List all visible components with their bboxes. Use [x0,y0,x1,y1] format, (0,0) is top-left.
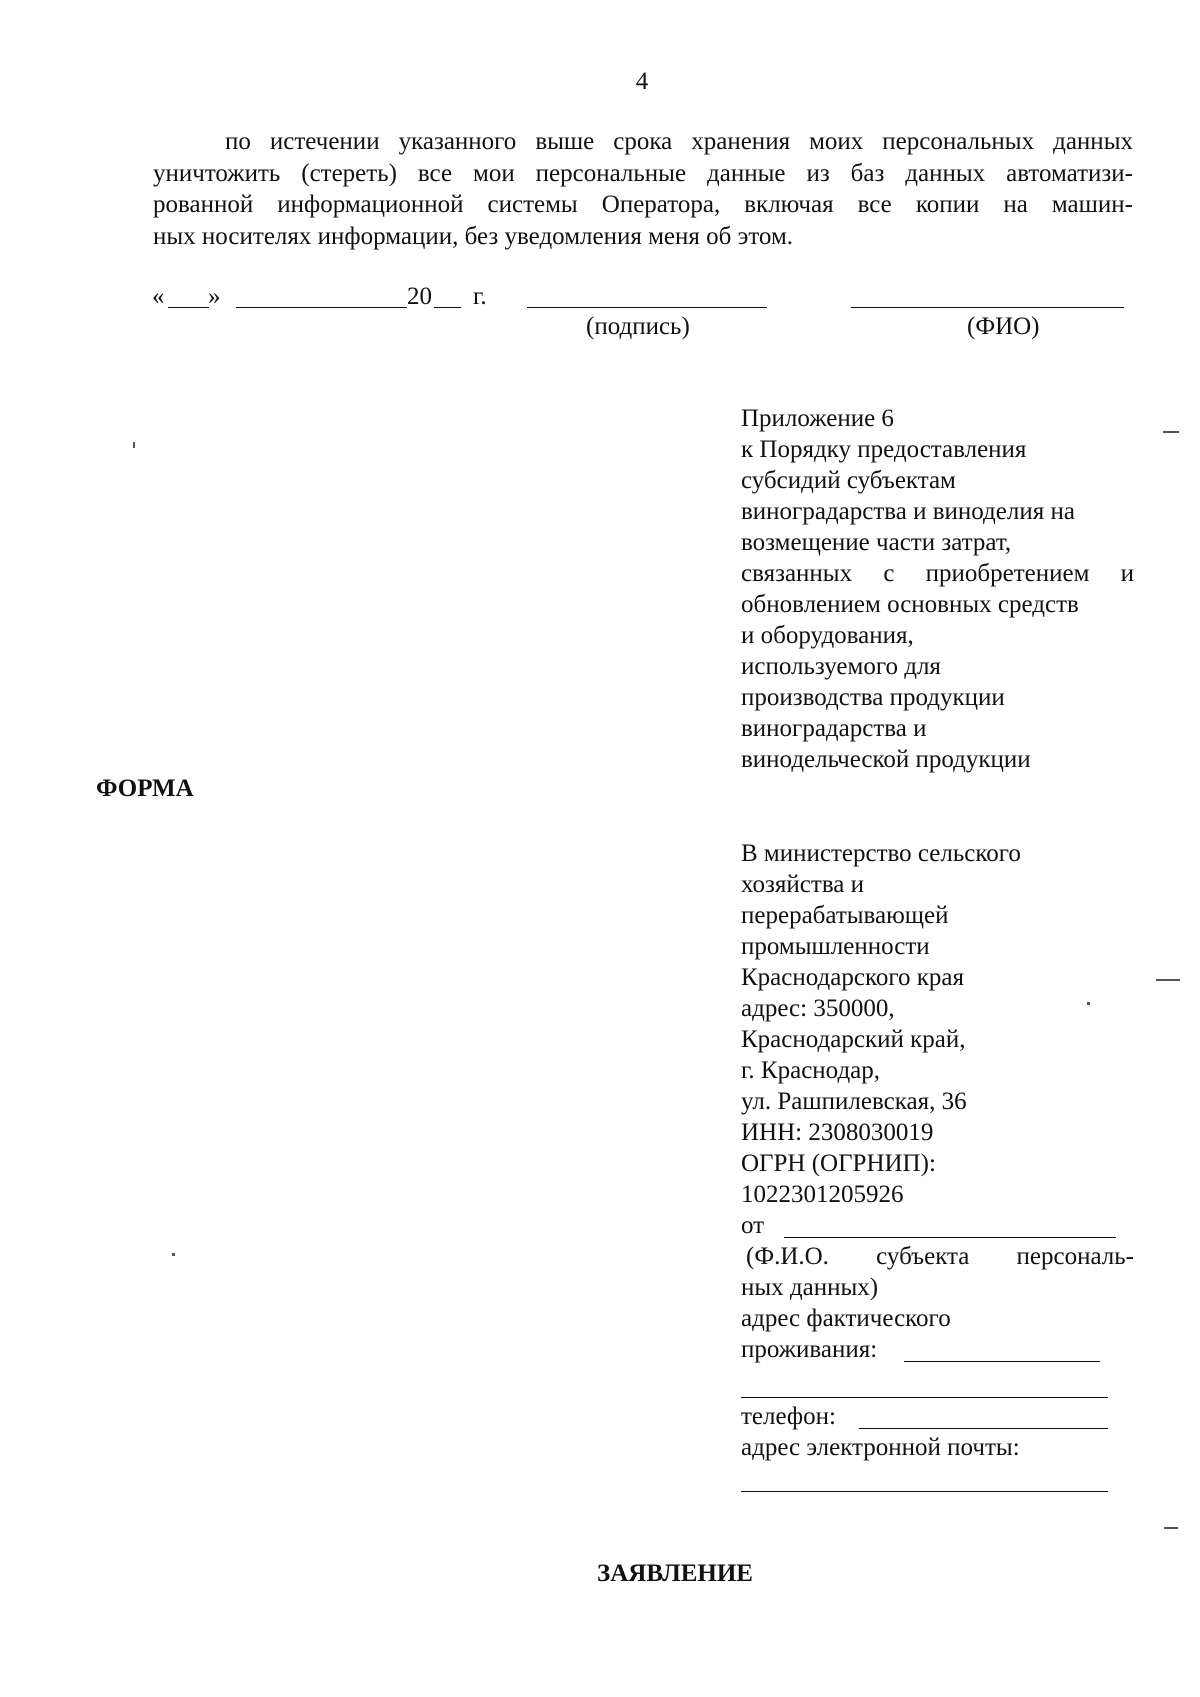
date-day-blank[interactable] [168,307,209,308]
appendix-line: возмещение части затрат, [741,529,1012,556]
addressee-line: ул. Рашпилевская, 36 [741,1088,967,1115]
scan-dot [1087,1002,1090,1005]
fio-caption-line1: (Ф.И.О. субъекта персональ- [746,1243,1134,1270]
email-label: адрес электронной почты: [741,1434,1020,1461]
address-label-line1: адрес фактического [741,1305,951,1332]
appendix-line: связанных с приобретением и [741,560,1134,587]
appendix-line: к Порядку предоставления [741,436,1027,463]
fio-blank[interactable] [851,307,1124,308]
appendix-line: Приложение 6 [741,405,894,432]
scan-dot [172,1253,175,1256]
from-label: от [741,1212,765,1239]
date-year-blank[interactable] [434,307,461,308]
addressee-line: адрес: 350000, [741,995,895,1022]
consent-line: по истечении указанного выше срока хранения моих персональных данных [225,128,1133,155]
consent-line: рованной информационной системы Оператора, включая все копии на машин- [153,191,1133,218]
signature-caption: (подпись) [586,313,690,340]
appendix-line: производства продукции [741,684,1005,711]
address-blank-2[interactable] [741,1397,1108,1398]
scan-margin-mark [1163,431,1179,433]
addressee-line: г. Краснодар, [741,1057,881,1084]
addressee-line: хозяйства и [741,871,865,898]
scan-margin-mark [1156,979,1180,981]
addressee-line: Краснодарского края [741,964,964,991]
consent-line: уничтожить (стереть) все мои персональные данные из баз данных автоматизи- [153,159,1133,187]
fio-caption: (ФИО) [967,313,1040,340]
appendix-line: обновлением основных средств [741,591,1079,618]
appendix-line: используемого для [741,653,941,680]
addressee-line: ОГРН (ОГРНИП): [741,1150,936,1177]
page-number: 4 [635,68,649,95]
addressee-line: Краснодарский край, [741,1026,966,1053]
form-label: ФОРМА [96,775,194,802]
addressee-line: ИНН: 2308030019 [741,1119,934,1146]
appendix-line: и оборудования, [741,622,914,649]
appendix-line: виноградарства и виноделия на [741,498,1075,525]
date-quote-open: « [152,283,165,310]
scan-margin-mark [1164,1527,1178,1529]
scan-dot [133,442,135,448]
address-blank-1[interactable] [904,1361,1100,1362]
signature-blank[interactable] [527,307,767,308]
date-year-suffix: г. [473,283,487,310]
appendix-line: винодельческой продукции [741,746,1031,773]
address-label-line2: проживания: [741,1336,878,1363]
phone-blank[interactable] [859,1428,1108,1429]
email-blank[interactable] [741,1491,1108,1492]
consent-line: ных носителях информации, без уведомления меня об этом. [153,222,794,250]
addressee-line: В министерство сельского [741,840,1021,867]
appendix-line: виноградарства и [741,715,927,742]
date-year-prefix: 20 [407,283,432,310]
statement-title: ЗАЯВЛЕНИЕ [597,1560,753,1587]
from-fio-blank[interactable] [784,1237,1116,1238]
addressee-line: промышленности [741,933,930,960]
appendix-line: субсидий субъектам [741,467,956,494]
phone-label: телефон: [741,1403,836,1430]
fio-caption-line2: ных данных) [741,1274,879,1301]
addressee-line: перерабатывающей [741,902,949,929]
addressee-line: 1022301205926 [741,1181,904,1208]
date-quote-close: » [208,283,221,310]
date-month-blank[interactable] [236,307,407,308]
consent-paragraph [153,126,1133,252]
